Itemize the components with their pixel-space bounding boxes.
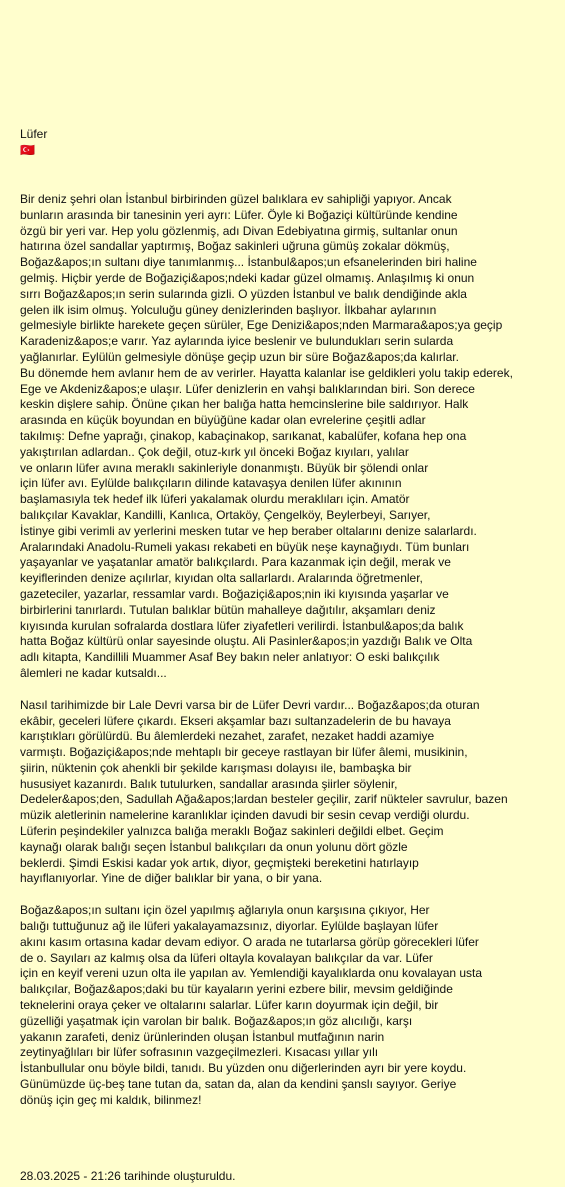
paragraph-1: Bir deniz şehri olan İstanbul birbirinden güzel balıklara ev sahipliği yapıyor. Ancak bunların arasında bir tanesinin yeri ayrı: Lüfer. Öyle ki Boğaziçi kültüründe kendine özgü bir yeri var. Hep yolu gözlenmiş, adı Divan Edebiyatına girmiş, sultanlar onun hatırına özel sandallar yaptırmış, Boğaz sakinleri uğruna gümüş zokalar dökmüş, Boğaz&apos;ın sultanı diye tanımlanmış... İstanbul&apos;un efsanelerinden biri haline gelmiş. Hiçbir yerde de Boğaziçi&apos;ndeki kadar güzel olmamış. Anlaşılmış ki onun sırrı Boğaz&apos;ın serin sularında gizli. O yüzden İstanbul ve balık dendiğinde akla gelen ilk isim olmuş. Yolculuğu güney denizlerinden başlıyor. İlkbahar aylarının gelmesiyle birlikte harekete geçen sürüler, Ege Denizi&apos;nden Marmara&apos;ya geçip Karadeniz&apos;e varır. Yaz aylarında iyice beslenir ve bulundukları serin sularda yağlanırlar. Eylülün gelmesiyle dönüşe geçip uzun bir süre Boğaz&apos;da kalırlar. Bu dönemde hem avlanır hem de av verirler. Hayatta kalanlar ise geldikleri yolu takip ederek, Ege ve Akdeniz&apos;e ulaşır. Lüfer denizlerin en vahşi balıklarından biri. Son derece keskin dişlere sahip. Önüne çıkan her balığa hatta hemcinslerine bile saldırıyor. Halk arasında en küçük boyundan en büyüğüne kadar olan evrelerine çeşitli adlar takılmış: Defne yaprağı, çinakop, kabaçinakop, sarıkanat, kabalüfer, kofana hep ona yakıştırılan adlardan.. Çok değil, otuz-kırk yıl önceki Boğaz kıyıları, yalılar ve onların lüfer avına meraklı sakinleriyle donanmıştı. Büyük bir şölendi onlar için lüfer avı. Eylülde balıkçıların dilinde katavaşya denilen lüfer akınının başlamasıyla tek hedef ilk lüferi yakalamak olurdu meraklıları için. Amatör balıkçılar Kavaklar, Kandilli, Kanlıca, Ortaköy, Çengelköy, Beylerbeyi, Sarıyer, İstinye gibi verimli av yerlerini mesken tutar ve hep beraber oltalarını denize salarlardı. Aralarındaki Anadolu-Rumeli yakası rekabeti en büyük neşe kaynağıydı. Tüm bunları yaşayanlar ve yaşatanlar amatör balıkçılardı. Para kazanmak için değil, merak ve keyiflerinden denize açılırlar, kıyıdan olta sallarlardı. Aralarında öğretmenler, gazeteciler, yazarlar, ressamlar vardı. Boğaziçi&apos;nin iki kıyısında yaşarlar ve birbirlerini tanırlardı. Tutulan balıklar bütün mahalleye dağıtılır, akşamları deniz kıyısında kurulan sofralarda dostlara lüfer ziyafetleri verilirdi. İstanbul&apos;da balık hatta Boğaz kültürü onlar sayesinde oluştu. Ali Pasinler&apos;in yazdığı Balık ve Olta adlı kitapta, Kandillili Muammer Asaf Bey bakın neler anlatıyor: O eski balıkçılık âlemleri ne kadar kutsaldı... (20, 192, 513, 680)
created-timestamp: 28.03.2025 - 21:26 tarihinde oluşturuldu. (20, 1169, 236, 1183)
paragraph-2: Nasıl tarihimizde bir Lale Devri varsa bir de Lüfer Devri vardır... Boğaz&apos;da oturan ekâbir, geceleri lüfere çıkardı. Ekseri akşamlar bazı sultanzadelerin de bu havaya karıştıkları görülürdü. Bu âlemlerdeki nezahet, zarafet, nezaket haddi azamiye varmıştı. Boğaziçi&apos;nde mehtaplı bir geceye rastlayan bir lüfer âlemi, musikinin, şiirin, nüktenin çok ahenkli bir şekilde karışması dolayısı ile, bambaşka bir hususiyet kazanırdı. Balık tutulurken, sandallar arasında şiirler söylenir, Dedeler&apos;den, Sadullah Ağa&apos;lardan besteler geçilir, zarif nükteler savrulur, bazen müzik aletlerinin namelerine karanlıklar içinden davudi bir sesin cevap verdiği olurdu. Lüferin peşindekiler yalnızca balığa meraklı Boğaz sakinleri değildi elbet. Geçim kaynağı olarak balığı seçen İstanbul balıkçıları da onun yolunu dört gözle beklerdi. Şimdi Eskisi kadar yok artık, diyor, geçmişteki bereketini hatırlayıp hayıflanıyorlar. Yine de diğer balıklar bir yana, o bir yana. (20, 697, 508, 886)
paragraph-3: Boğaz&apos;ın sultanı için özel yapılmış ağlarıyla onun karşısına çıkıyor, Her balığı tuttuğunuz ağ ile lüferi yakalayamazsınız, diyorlar. Eylülde başlayan lüfer akını kasım ortasına kadar devam ediyor. O arada ne tutarlarsa görüp görecekleri lüfer de o. Sayıları az kalmış olsa da lüferi oltayla kovalayan balıkçılar da var. Lüfer için en keyif vereni uzun olta ile yapılan av. Yemlendiği kayalıklarda onu kovalayan usta balıkçılar, Boğaz&apos;daki bu tür kayaların yerini ezbere bilir, mevsim geldiğinde teknelerini oraya çeker ve oltalarını salarlar. Lüfer karın doyurmak için değil, bir güzelliği yaşatmak için varolan bir balık. Boğaz&apos;ın göz alıcılığı, karşı yakanın zarafeti, deniz ürünlerinden oluşan İstanbul mutfağının narin zeytinyağlıları bir lüfer sofrasının vazgeçilmezleri. Kısacası yıllar yılı İstanbullular onu böyle bildi, tanıdı. Bu yüzden onu diğerlerinden ayrı bir yere koydu. Günümüzde üç-beş tane tutan da, satan da, alan da kendini şanslı sayıyor. Geriye dönüş için geç mi kaldık, bilinmez! (20, 903, 483, 1107)
flag-icon: 🇹🇷 (20, 143, 35, 157)
page-title: Lüfer (20, 127, 48, 141)
article-body (20, 192, 525, 1125)
